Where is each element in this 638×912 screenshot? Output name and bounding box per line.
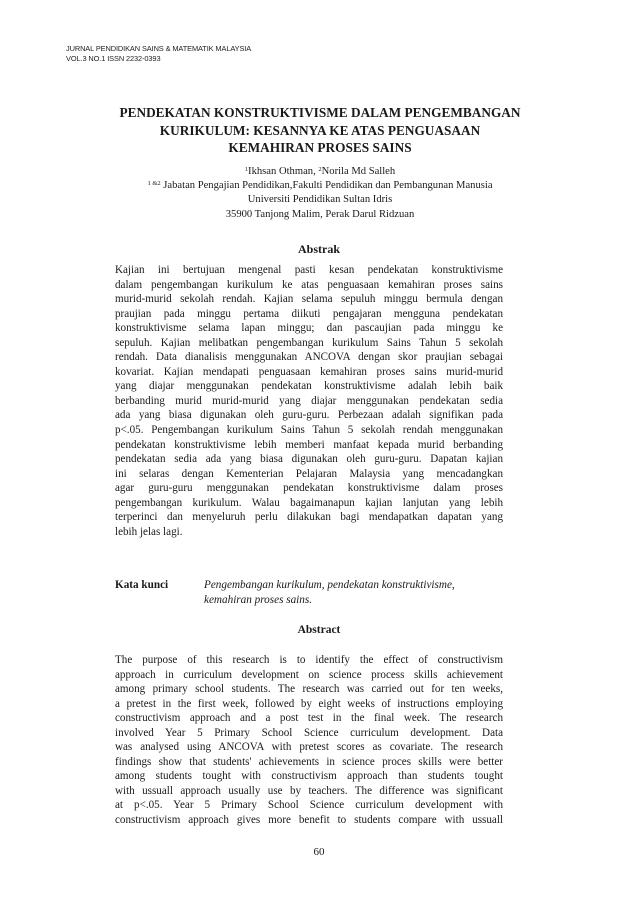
title-line-2: KURIKULUM: KESANNYA KE ATAS PENGUASAAN	[159, 122, 481, 138]
keywords-line-2: kemahiran proses sains.	[204, 594, 313, 606]
page-number: 60	[313, 846, 325, 858]
abstract-line: The purpose of this research is to identify the effect of constructivism	[115, 654, 503, 666]
abstract-line: among students tought with constructivism approach than students tought	[115, 770, 503, 783]
journal-name: JURNAL PENDIDIKAN SAINS & MATEMATIK MALAYSIA	[66, 44, 252, 53]
abstract-body	[115, 653, 503, 828]
keywords-label: Kata kunci	[115, 579, 169, 591]
abstrak-line: pendekatan sedia ada yang biasa digunakan oleh guru-guru. Dapatan kajian	[115, 453, 503, 466]
abstrak-line: p<.05. Pengembangan kurikulum Sains Tahun 5 sekolah rendah menggunakan	[115, 424, 503, 437]
abstrak-line: pengembangan kurikulum. Walau bagaimanapun kajian lanjutan yang lebih	[115, 496, 503, 509]
abstrak-line: ada yang biasa digunakan oleh guru-guru. Perbezaan adalah signifikan pada	[115, 409, 503, 422]
abstrak-line: agar guru-guru menggunakan pendekatan konstruktivisme dalam proses	[115, 482, 503, 495]
affiliation-line-1	[100, 179, 540, 193]
abstract-line: was analysed using ANCOVA with pretest scores as covariate. The research	[115, 741, 503, 754]
paper-title	[60, 104, 580, 157]
affiliation-university: Universiti Pendidikan Sultan Idris	[247, 194, 393, 206]
author-2-marker: 2	[318, 166, 322, 173]
abstrak-body	[115, 263, 503, 539]
affiliation-department: Jabatan Pengajian Pendidikan,Fakulti Pendidikan dan Pembangunan Manusia	[163, 180, 493, 192]
affiliation-address: 35900 Tanjong Malim, Perak Darul Ridzuan	[225, 208, 415, 220]
abstract-line: with ussuall approach usually use by teachers. The difference was significant	[115, 784, 503, 797]
abstract-line: at p<.05. Year 5 Primary School Science curriculum development with	[115, 799, 503, 812]
affiliation-marker: 1 &2	[147, 180, 161, 188]
abstract-line: constructivism approach gives more benefit to students compare with ussuall	[115, 814, 503, 827]
abstrak-line: ini selaras dengan Kementerian Pelajaran Malaysia yang mencadangkan	[115, 467, 503, 480]
title-line-1: PENDEKATAN KONSTRUKTIVISME DALAM PENGEMBANGAN	[119, 105, 521, 120]
abstrak-line: dalam pengembangan kurikulum ke atas penguasaan kemahiran proses sains	[115, 278, 503, 291]
abstract-line: a pretest in the first week, followed by eight weeks of instructions employing	[115, 697, 503, 710]
abstrak-line: pendekatan konstruktivisme lebih memberi manfaat kepada murid berbanding	[115, 438, 503, 451]
abstrak-line: murid-murid sekolah rendah. Kajian selama sepuluh minggu bermula dengan	[115, 293, 503, 306]
abstract-line: findings show that students' achievements in science proces skills were better	[115, 755, 503, 768]
abstrak-line: yang diajar menggunakan pendekatan konstruktivisme adalah lebih baik	[115, 380, 503, 393]
abstract-line: constructivism approach and a post test in the final week. The research	[115, 712, 503, 725]
abstrak-line: berbanding murid murid-murid yang diajar menggunakan pendekatan sedia	[115, 394, 503, 407]
abstrak-line: kovariat. Kajian mendapati penguasaan kemahiran proses sains murid-murid	[115, 365, 503, 378]
abstrak-line: konstruktivisme selama lapan minggu; dan pascaujian pada minggu ke	[115, 322, 503, 335]
author-1-marker: 1	[244, 166, 249, 173]
abstract-heading: Abstract	[297, 624, 341, 636]
abstrak-line: sepuluh. Kajian melibatkan pengembangan kurikulum Sains Tahun 5 sekolah	[115, 336, 503, 349]
abstrak-line: lebih jelas lagi.	[115, 525, 183, 538]
journal-volume: VOL.3 NO.1 ISSN 2232-0393	[66, 54, 161, 63]
abstrak-line: terperinci dan menyeluruh perlu dilakukan bagi mendapatkan dapatan yang	[115, 511, 503, 524]
abstrak-heading: Abstrak	[297, 242, 340, 256]
journal-header	[66, 44, 251, 64]
title-line-3: KEMAHIRAN PROSES SAINS	[228, 140, 412, 156]
abstract-line: among primary school students. The research was carried out for ten weeks,	[115, 683, 503, 696]
author-block	[100, 165, 540, 222]
abstract-line: involved Year 5 Primary School Science curriculum development. Data	[115, 726, 503, 739]
abstrak-line: praujian pada minggu pertama diikuti pengajaran mengguna pendekatan	[115, 307, 503, 320]
author-1-name: Ikhsan Othman,	[248, 166, 319, 177]
abstrak-line: Kajian ini bertujuan mengenal pasti kesan pendekatan konstruktivisme	[115, 264, 503, 276]
keywords-line-1: Pengembangan kurikulum, pendekatan konstruktivisme,	[204, 579, 455, 591]
abstract-line: approach in curriculum development on science process skills achievement	[115, 668, 503, 681]
authors-line	[100, 165, 540, 179]
author-2-name: Norila Md Salleh	[321, 166, 396, 177]
abstrak-line: rendah. Data dianalisis menggunakan ANCOVA dengan skor praujian sebagai	[115, 351, 503, 364]
